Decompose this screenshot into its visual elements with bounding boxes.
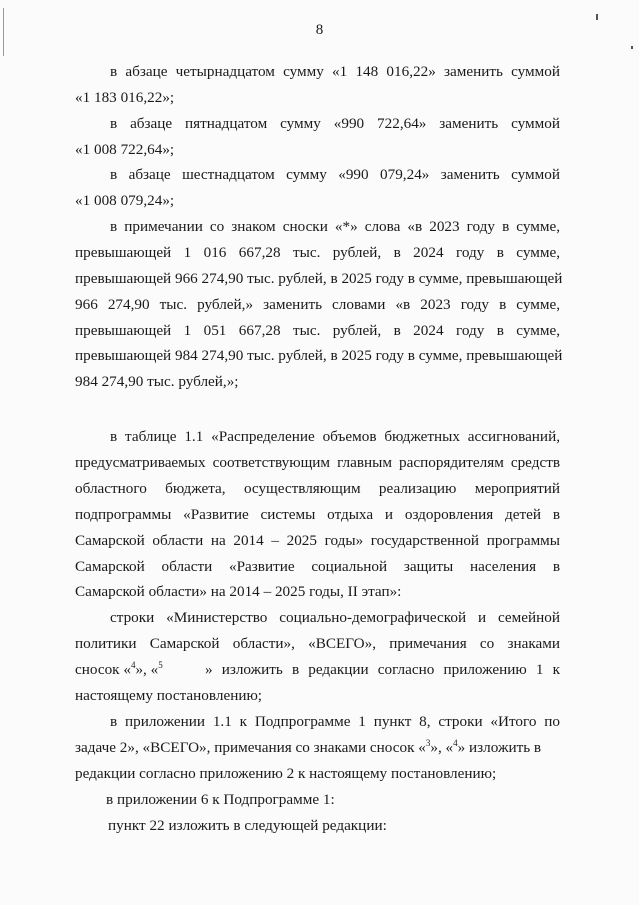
text-line: в примечании со знаком сноски «*» слова «в 2023 году в сумме, bbox=[110, 218, 560, 235]
scan-mark-right-1 bbox=[596, 14, 598, 20]
text-line: строки «Министерство социально-демографической и семейной bbox=[110, 609, 560, 626]
text-line: в абзаце четырнадцатом сумму «1 148 016,22» заменить суммой bbox=[110, 63, 560, 80]
text-line: политики Самарской области», «ВСЕГО», примечания со знаками bbox=[75, 635, 560, 652]
text-line: подпрограммы «Развитие системы отдыха и оздоровления детей в bbox=[75, 506, 560, 523]
scan-mark-left bbox=[3, 8, 4, 56]
text-line: в таблице 1.1 «Распределение объемов бюджетных ассигнований, bbox=[110, 428, 560, 445]
page-number: 8 bbox=[315, 22, 324, 38]
text-line: превышающей 966 274,90 тыс. рублей, в 2025 году в сумме, превышающей bbox=[75, 270, 563, 287]
text-line: превышающей 1 016 667,28 тыс. рублей, в 2024 году в сумме, bbox=[75, 244, 560, 261]
text-line: «1 008 722,64»; bbox=[75, 141, 175, 158]
footnote-superscript: 3 bbox=[425, 737, 431, 748]
text-line: пункт 22 изложить в следующей редакции: bbox=[108, 817, 387, 834]
text-line: в абзаце пятнадцатом сумму «990 722,64» заменить суммой bbox=[110, 115, 560, 132]
text-line: 966 274,90 тыс. рублей,» заменить словами «в 2023 году в сумме, bbox=[75, 296, 560, 313]
text-line: превышающей 984 274,90 тыс. рублей, в 2025 году в сумме, превышающей bbox=[75, 347, 563, 364]
text-line: превышающей 1 051 667,28 тыс. рублей, в 2024 году в сумме, bbox=[75, 322, 560, 339]
text-line: Самарской области на 2014 – 2025 годы» государственной программы bbox=[75, 532, 560, 549]
text-segment: задаче 2», «ВСЕГО», примечания со знаками сносок «$^3$», «$^4$» изложить в bbox=[75, 737, 542, 756]
text-line: Самарской области «Развитие социальной защиты населения в bbox=[75, 558, 560, 575]
text-line: редакции согласно приложению 2 к настоящему постановлению; bbox=[75, 765, 497, 782]
text-line: в абзаце шестнадцатом сумму «990 079,24» заменить суммой bbox=[110, 166, 560, 183]
footnote-superscript: 5 bbox=[158, 659, 163, 670]
text-line: «1 008 079,24»; bbox=[75, 192, 175, 209]
text-line: «1 183 016,22»; bbox=[75, 89, 175, 106]
footnote-superscript: 4 bbox=[130, 659, 136, 670]
text-line: в приложении 6 к Подпрограмме 1: bbox=[106, 791, 335, 808]
footnote-superscript: 4 bbox=[453, 737, 458, 748]
text-line: областного бюджета, осуществляющим реализацию мероприятий bbox=[75, 480, 560, 497]
text-line: 984 274,90 тыс. рублей,»; bbox=[75, 373, 239, 390]
text-line: в приложении 1.1 к Подпрограмме 1 пункт 8, строки «Итого по bbox=[110, 713, 560, 730]
text-line: настоящему постановлению; bbox=[75, 687, 263, 704]
text-segment: сносок «$^4$», «$^5$ bbox=[75, 659, 163, 678]
text-line: предусматриваемых соответствующим главным распорядителям средств bbox=[75, 454, 560, 471]
text-line bbox=[75, 739, 560, 757]
text-line bbox=[75, 661, 560, 679]
text-line: Самарской области» на 2014 – 2025 годы, II этап»: bbox=[75, 583, 402, 600]
text-segment: » изложить в редакции согласно приложению 1 к bbox=[205, 661, 560, 678]
scan-mark-right-2 bbox=[631, 46, 633, 49]
